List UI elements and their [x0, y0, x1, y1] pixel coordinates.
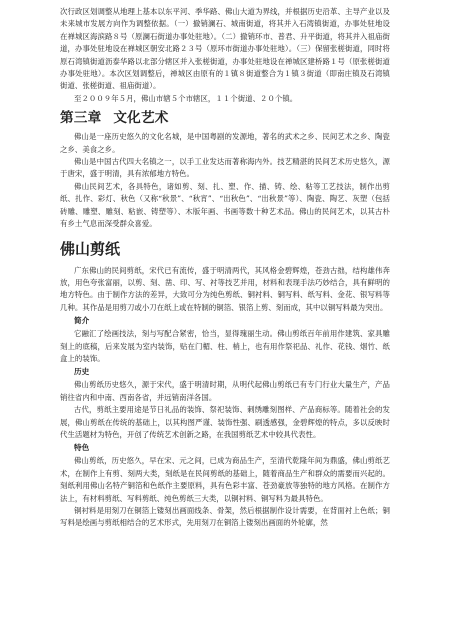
subsection-paragraph: 佛山剪纸，历史悠久，早在宋、元之间，已成为商品生产，至清代乾隆年间为鼎盛，佛山剪纸艺术，在制作上有剪、刻两大类，刻纸是在民间剪纸的基础上，随着商品生产和群众的需要而兴起的。刻纸利用佛山名特产铜箔和色纸作主要原料，具有色彩丰富、苍劲豪放等独特的地方风格。在制作方法上，有材料剪纸、写料剪纸、纯色剪纸三大类，以铜衬料、铜写料为最具特色。	[60, 456, 390, 503]
chapter-body	[60, 131, 390, 230]
intro-paragraph: 次行政区划调整从地理上基本以东平河、季华路、佛山大道为界线，并根据历史沿革、主导产业以及未来城市发展方向作为调整依据。（一）撤销澜石、城南街道，将其并入石湾镇街道，办事处驻地设在禅城区海滨路８号（原澜石街道办事处驻地）。（二）撤销环市、普君、升平街道，将其并入祖庙街道，办事处驻地设在禅城区朝安北路２３号（原环市街道办事处驻地）。（三）保留张槎街道，同时将原石湾镇街道沥泰华路以北部分辖区并入张槎街道，办事处驻地设在禅城区建桥路１号（原张槎街道办事处驻地）。本次区划调整后，禅城区由原有的１镇８街道整合为１镇３街道（即南庄镇及石湾镇街道、张槎街道、祖庙街道）。	[60, 7, 390, 91]
subsection-heading-intro: 简介	[74, 316, 90, 326]
chapter-paragraph: 佛山民间艺术，各具特色，诸如剪、刻、扎、塑、作、描、铸、绘、粘等工艺技法，制作出剪纸、扎作、彩灯、秋色（又称“秋景”、“秋宵”、“出秋色”、“出秋景”等）、陶瓷、陶艺、灰塑（包括砖雕、雕塑、雕刻、粘嵌、铸塑等）、木版年画、书画等数十种艺术品。佛山的民间艺术，以其古朴有乡土气息而深受群众喜爱。	[60, 181, 390, 229]
chapter-paragraph: 佛山是一座历史悠久的文化名城，是中国粤剧的发源地，著名的武术之乡、民间艺术之乡、陶瓷之乡、美食之乡。	[60, 132, 390, 154]
section-paragraph: 广东佛山的民间剪纸，宋代已有流传，盛于明清两代，其风格金碧辉煌，苍劲古拙，结构雄伟奔放，用色夸张富丽，以剪、刻、凿、印、写、衬等技艺并用，材料和表现手法巧妙结合，具有鲜明的地方特色。由于制作方法的差异，大致可分为纯色剪纸、铜衬料、铜写料、纸写料、金花、银写料等几种。其作品是用剪刀或小刀在纸上或在特制的铜箔、银箔上剪、刻而成，其中以铜写料最为突出。	[60, 265, 390, 312]
section-heading: 佛山剪纸	[60, 239, 121, 258]
subsection-paragraph: 佛山剪纸历史悠久，源于宋代，盛于明清时期，从明代起佛山剪纸已有专门行业大量生产，产品销往省内和中南、西南各省，并远销南洋各国。	[60, 380, 390, 402]
subsection-paragraph: 铜衬料是用刻刀在铜箔上镂刻出画面线条、骨架，然后根据制作设计需要，在背面衬上色纸；铜写料是绘画与剪纸相结合的艺术形式，先用刻刀在铜箔上镂刻出画面的外轮廓，然	[60, 506, 390, 528]
intro-paragraph: 至２００９年５月，佛山市辖５个市辖区，１１个街道、２０个镇。	[74, 93, 298, 103]
subsection-heading-history: 历史	[74, 367, 90, 377]
chapter-title: 文化艺术	[113, 110, 169, 127]
subsection-heading-features: 特色	[74, 443, 90, 453]
subsection-paragraph: 古代，剪纸主要用途是节日礼品的装饰、祭祀装饰、刺绣雕刻图样、产品商标等。随着社会的发展，佛山剪纸在传统的基础上，以其构图严谨、装饰性强、刷透感强，金碧辉煌的特点，多以反映时代生活题材为特色，开创了传统艺术创新之路，在我国剪纸艺术中较具代表性。	[60, 405, 390, 439]
chapter-paragraph: 佛山是中国古代四大名镇之一，以手工业发达而著称海内外。技艺精湛的民间艺术历史悠久，源于唐宋，盛于明清，具有浓郁地方特色。	[60, 157, 390, 179]
chapter-number: 第三章	[60, 110, 102, 127]
chapter-heading	[60, 109, 390, 127]
intro-block	[60, 6, 390, 105]
subsection-paragraph: 它融汇了绘画技法，刻与写配合紧密，恰当，显得瑰丽生动。佛山剪纸百年前用作建筑、家具雕刻上的底稿，后来发展为室内装饰，贴在门楣、柱、梢上，也有用作祭祀品、礼作、花钱、烟竹、纸盒上的装饰。	[60, 329, 390, 363]
